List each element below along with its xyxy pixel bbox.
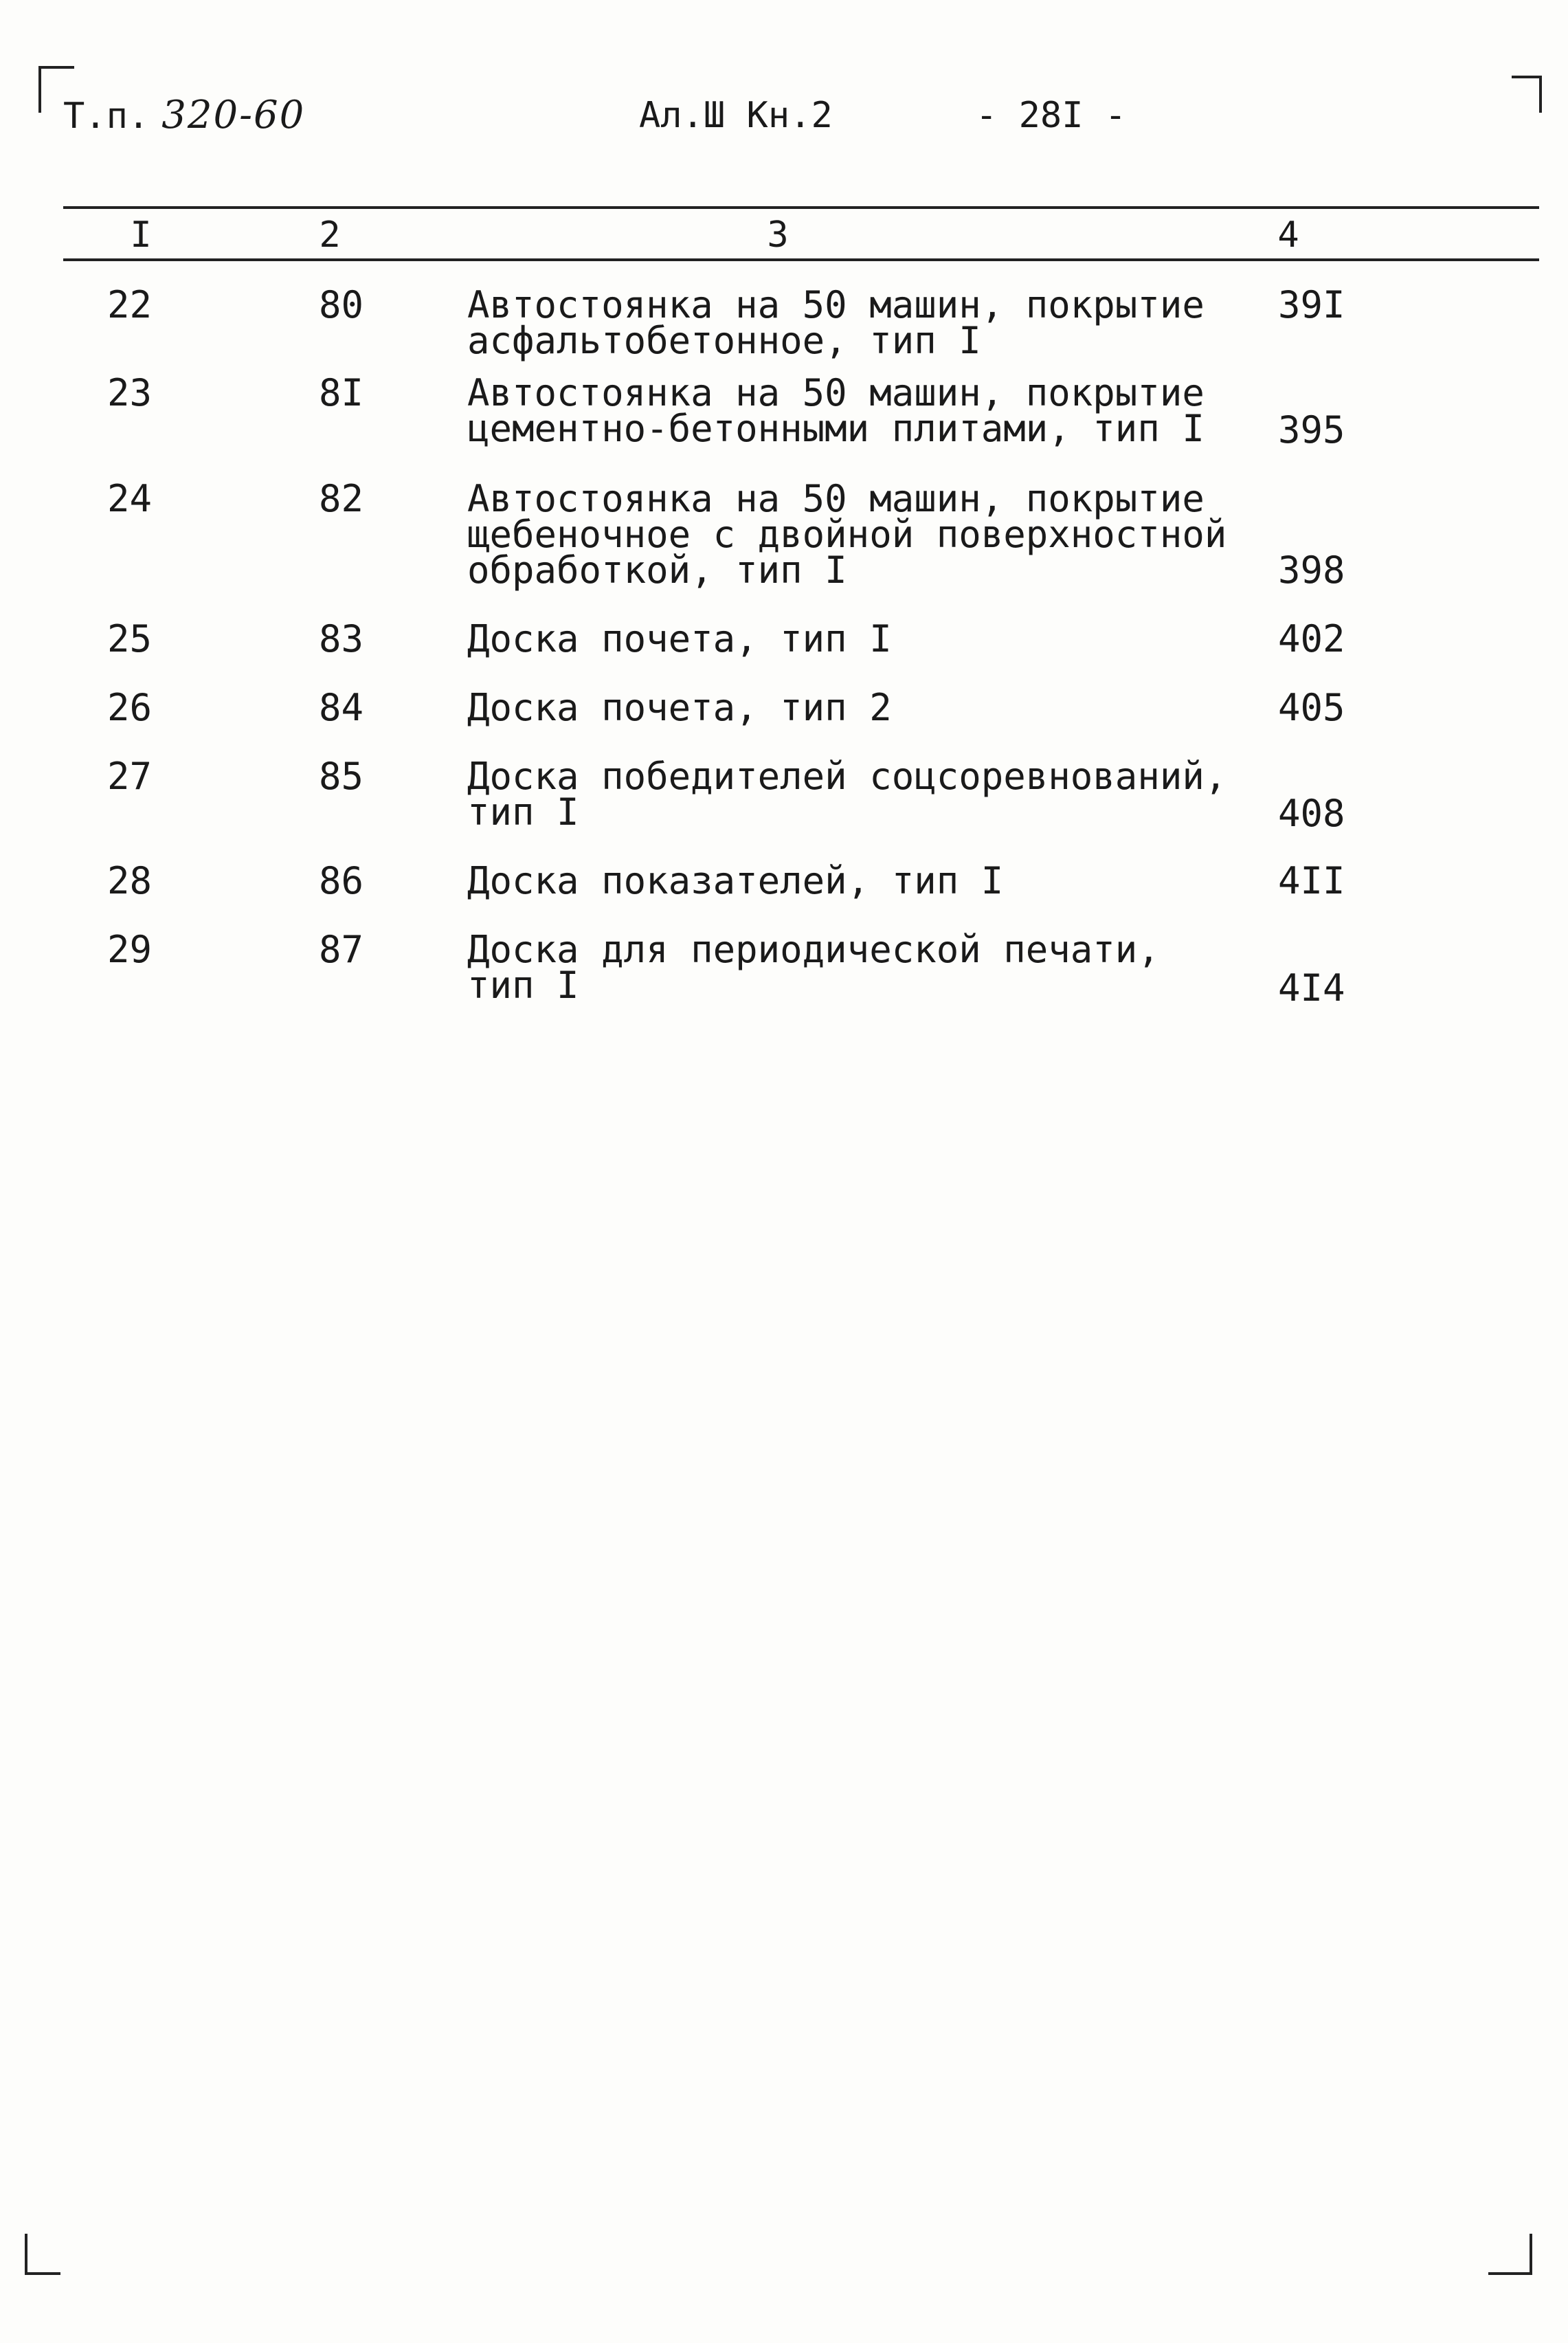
- page-reference: 395: [1278, 408, 1345, 452]
- column-header-4: 4: [1277, 214, 1299, 256]
- corner-mark-bottom-left: [25, 2234, 60, 2275]
- doc-series: Т.п.: [63, 96, 150, 137]
- doc-series-label: [63, 95, 305, 137]
- album-book: Ал.Ш Кн.2: [639, 95, 833, 136]
- page-reference: 39I: [1278, 283, 1345, 326]
- item-number: 87: [319, 928, 364, 971]
- corner-mark-bottom-right: [1488, 2234, 1532, 2275]
- column-header-2: 2: [319, 214, 341, 256]
- item-description: Доска для периодической печати, тип I: [467, 928, 1160, 1007]
- item-number: 8I: [319, 371, 364, 414]
- page-reference: 408: [1278, 792, 1345, 835]
- item-description: Доска почета, тип I: [467, 617, 892, 660]
- item-number: 85: [319, 755, 364, 798]
- row-number: 28: [107, 859, 153, 902]
- row-number: 25: [107, 617, 153, 660]
- row-number: 27: [107, 755, 153, 798]
- page-reference: 398: [1278, 548, 1345, 592]
- page-number: - 28I -: [976, 95, 1127, 136]
- item-description: Доска почета, тип 2: [467, 686, 892, 729]
- row-number: 24: [107, 477, 153, 520]
- page-reference: 4I4: [1278, 966, 1345, 1010]
- item-number: 83: [319, 617, 364, 660]
- column-header-3: 3: [767, 214, 789, 256]
- item-number: 80: [319, 283, 364, 326]
- row-number: 29: [107, 928, 153, 971]
- page-reference: 4II: [1278, 859, 1345, 902]
- item-number: 86: [319, 859, 364, 902]
- page-reference: 402: [1278, 617, 1345, 660]
- item-description: Автостоянка на 50 машин, покрытие асфальтобетонное, тип I: [467, 283, 1205, 362]
- row-number: 22: [107, 283, 153, 326]
- item-description: Доска победителей соцсоревнований, тип I: [467, 755, 1227, 834]
- item-description: Автостоянка на 50 машин, покрытие цементно-бетонными плитами, тип I: [467, 371, 1205, 450]
- item-number: 84: [319, 686, 364, 729]
- column-header-1: I: [130, 214, 152, 256]
- item-description: Доска показателей, тип I: [467, 859, 1004, 902]
- item-number: 82: [319, 477, 364, 520]
- page-reference: 405: [1278, 686, 1345, 729]
- item-description: Автостоянка на 50 машин, покрытие щебеночное с двойной поверхностной обработкой, тип I: [467, 477, 1227, 592]
- table-header-rule: [63, 258, 1539, 261]
- table-top-rule: [63, 206, 1539, 209]
- row-number: 23: [107, 371, 153, 414]
- corner-mark-top-right: [1512, 76, 1542, 113]
- row-number: 26: [107, 686, 153, 729]
- doc-number: 320-60: [161, 93, 306, 137]
